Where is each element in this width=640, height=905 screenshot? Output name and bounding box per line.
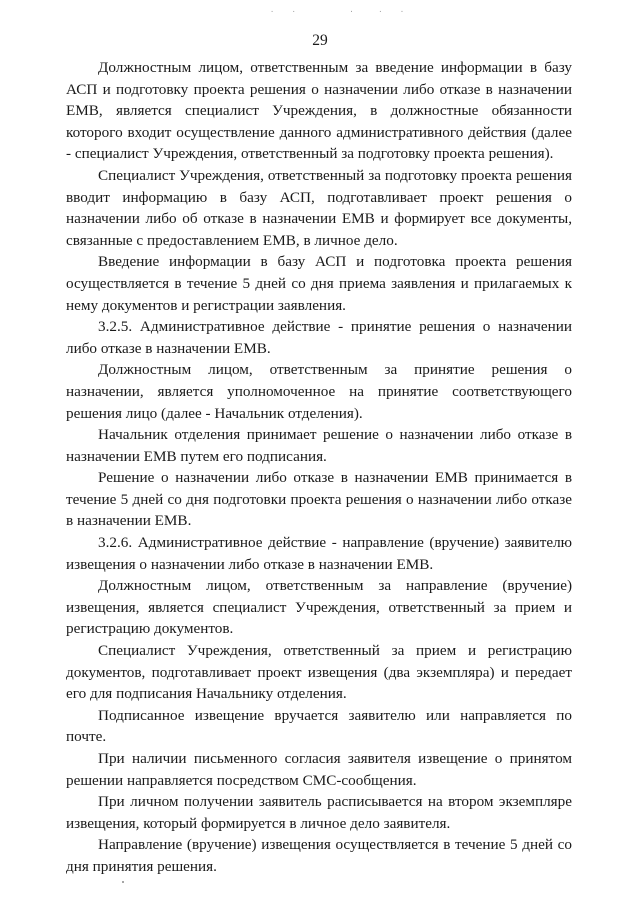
section-3-2-6-heading: 3.2.6. Административное действие - направление (вручение) заявителю извещения о назначении либо отказе в назначении ЕМВ. [66,534,572,573]
scan-dot [122,881,124,883]
paragraph-personal-receipt: При личном получении заявитель расписывается на втором экземпляре извещения, который формируется в личное дело заявителя. [66,793,572,832]
scan-artifact: · · · · · [270,8,408,16]
paragraph-sms-notice: При наличии письменного согласия заявителя извещение о принятом решении направляется посредством СМС-сообщения. [66,750,572,789]
paragraph-specialist-duties: Специалист Учреждения, ответственный за подготовку проекта решения вводит информацию в базу АСП, подготавливает проект решения о назначении либо об отказе в назначении ЕМВ и формирует все документы, связанные с предоставлением ЕМВ, в личное дело. [66,166,572,249]
paragraph-notice-preparation: Специалист Учреждения, ответственный за прием и регистрацию документов, подготавливает проект извещения (два экземпляра) и передает его для подписания Начальнику отделения. [66,642,572,703]
body-text [66,57,572,878]
paragraph-responsible-notice: Должностным лицом, ответственным за направление (вручение) извещения, является специалист Учреждения, ответственный за прием и регистрацию документов. [66,577,572,638]
paragraph-decision-deadline: Решение о назначении либо отказе в назначении ЕМВ принимается в течение 5 дней со дня подготовки проекта решения о назначении либо отказе в назначении ЕМВ. [66,469,572,530]
section-3-2-5-heading: 3.2.5. Административное действие - принятие решения о назначении либо отказе в назначении ЕМВ. [66,318,572,357]
paragraph-notice-deadline: Направление (вручение) извещения осуществляется в течение 5 дней со дня принятия решения. [66,836,572,875]
page-number: 29 [312,32,328,49]
paragraph-responsible-decision: Должностным лицом, ответственным за принятие решения о назначении, является уполномоченное на принятие соответствующего решения лицо (далее - Начальник отделения). [66,361,572,422]
paragraph-notice-delivery: Подписанное извещение вручается заявителю или направляется по почте. [66,706,572,746]
paragraph-responsible-input: Должностным лицом, ответственным за введение информации в базу АСП и подготовку проекта решения о назначении либо отказе в назначении ЕМВ, является специалист Учреждения, в должностные обязанности которого входит осуществление данного административного действия (далее - специалист Учреждения, ответственный за подготовку проекта решения). [66,59,572,163]
paragraph-head-decision: Начальник отделения принимает решение о назначении либо отказе в назначении ЕМВ путем его подписания. [66,426,572,465]
paragraph-input-deadline: Введение информации в базу АСП и подготовка проекта решения осуществляется в течение 5 дней со дня приема заявления и прилагаемых к нему документов и регистрации заявления. [66,253,572,314]
